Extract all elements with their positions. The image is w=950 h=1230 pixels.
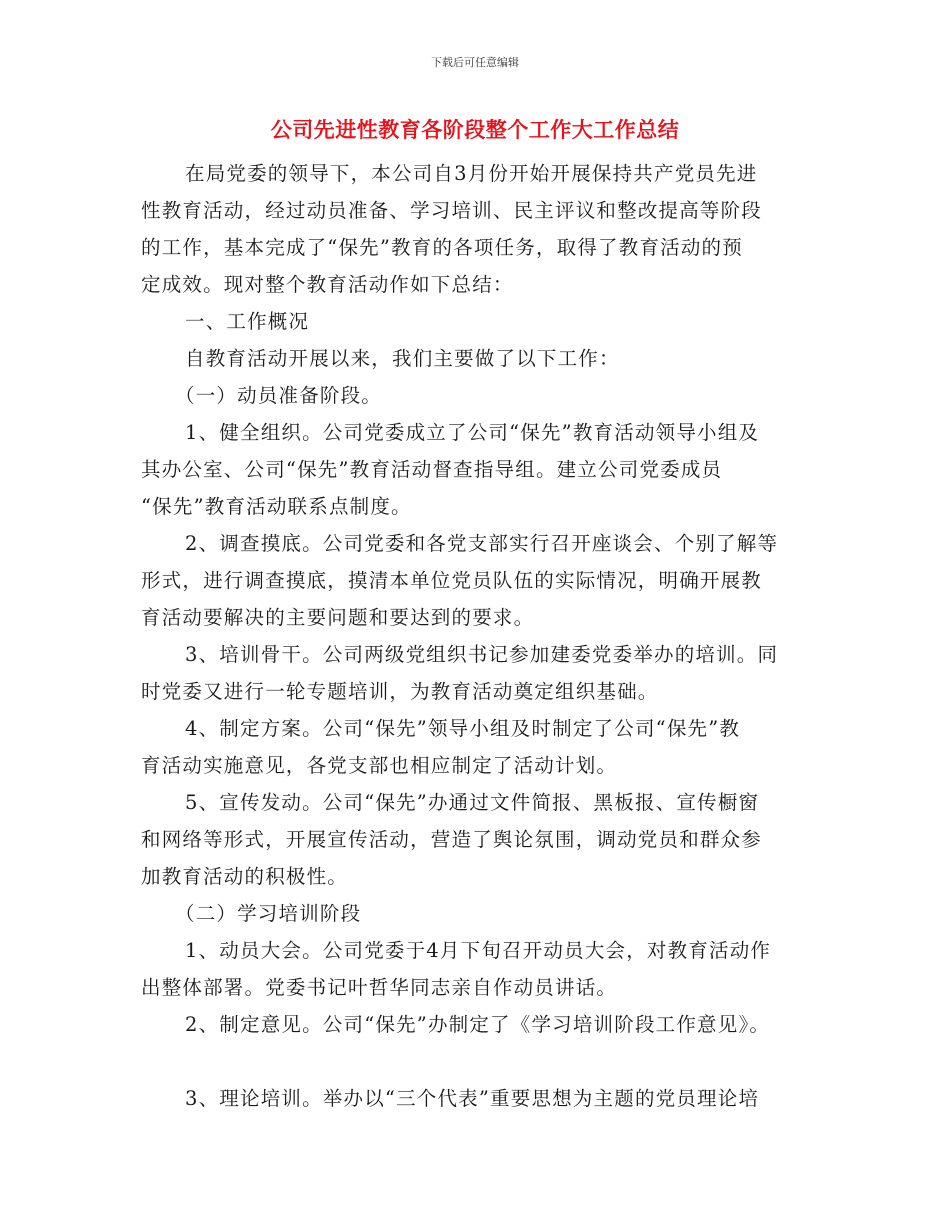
paragraph-line: 育活动要解决的主要问题和要达到的要求。 — [141, 606, 535, 629]
paragraph-line: 加教育活动的积极性。 — [141, 865, 349, 888]
paragraph-line: 2、制定意见。公司“保先”办制定了《学习培训阶段工作意见》。 — [185, 1013, 771, 1036]
paragraph-line: 育活动实施意见，各党支部也相应制定了活动计划。 — [141, 754, 618, 777]
paragraph-line: 自教育活动开展以来，我们主要做了以下工作： — [185, 347, 620, 370]
paragraph-line: 和网络等形式，开展宣传活动，营造了舆论氛围，调动党员和群众参 — [141, 828, 763, 851]
section-heading: 一、工作概况 — [185, 310, 310, 333]
paragraph-line: 5、宣传发动。公司“保先”办通过文件简报、黑板报、宣传橱窗 — [185, 791, 760, 814]
subsection-heading: （一）动员准备阶段。 — [175, 384, 383, 407]
document-title: 公司先进性教育各阶段整个工作大工作总结 — [270, 117, 680, 142]
paragraph-line: 4、制定方案。公司“保先”领导小组及时制定了公司“保先”教 — [185, 717, 741, 740]
paragraph-line: “保先”教育活动联系点制度。 — [141, 495, 412, 518]
paragraph-line: 出整体部署。党委书记叶哲华同志亲自作动员讲话。 — [141, 976, 618, 999]
paragraph-line: 性教育活动，经过动员准备、学习培训、民主评议和整改提高等阶段 — [141, 199, 763, 222]
subsection-heading: （二）学习培训阶段 — [175, 902, 362, 925]
header-note: 下载后可任意编辑 — [431, 56, 519, 69]
paragraph-line: 形式，进行调查摸底，摸清本单位党员队伍的实际情况，明确开展教 — [141, 569, 763, 592]
paragraph-line: 在局党委的领导下，本公司自3月份开始开展保持共产党员先进 — [185, 162, 758, 185]
paragraph-line: 1、动员大会。公司党委于4月下旬召开动员大会，对教育活动作 — [185, 939, 772, 962]
paragraph-line: 其办公室、公司“保先”教育活动督查指导组。建立公司党委成员 — [141, 458, 723, 481]
paragraph-line: 3、理论培训。举办以“三个代表”重要思想为主题的党员理论培 — [185, 1087, 760, 1110]
paragraph-line: 2、调查摸底。公司党委和各党支部实行召开座谈会、个别了解等 — [185, 532, 779, 555]
paragraph-line: 的工作，基本完成了“保先”教育的各项任务，取得了教育活动的预 — [141, 236, 743, 259]
paragraph-line: 3、培训骨干。公司两级党组织书记参加建委党委举办的培训。同 — [185, 643, 779, 666]
paragraph-line: 1、健全组织。公司党委成立了公司“保先”教育活动领导小组及 — [185, 421, 760, 444]
paragraph-line: 定成效。现对整个教育活动作如下总结： — [141, 273, 514, 296]
paragraph-line: 时党委又进行一轮专题培训，为教育活动奠定组织基础。 — [141, 680, 659, 703]
